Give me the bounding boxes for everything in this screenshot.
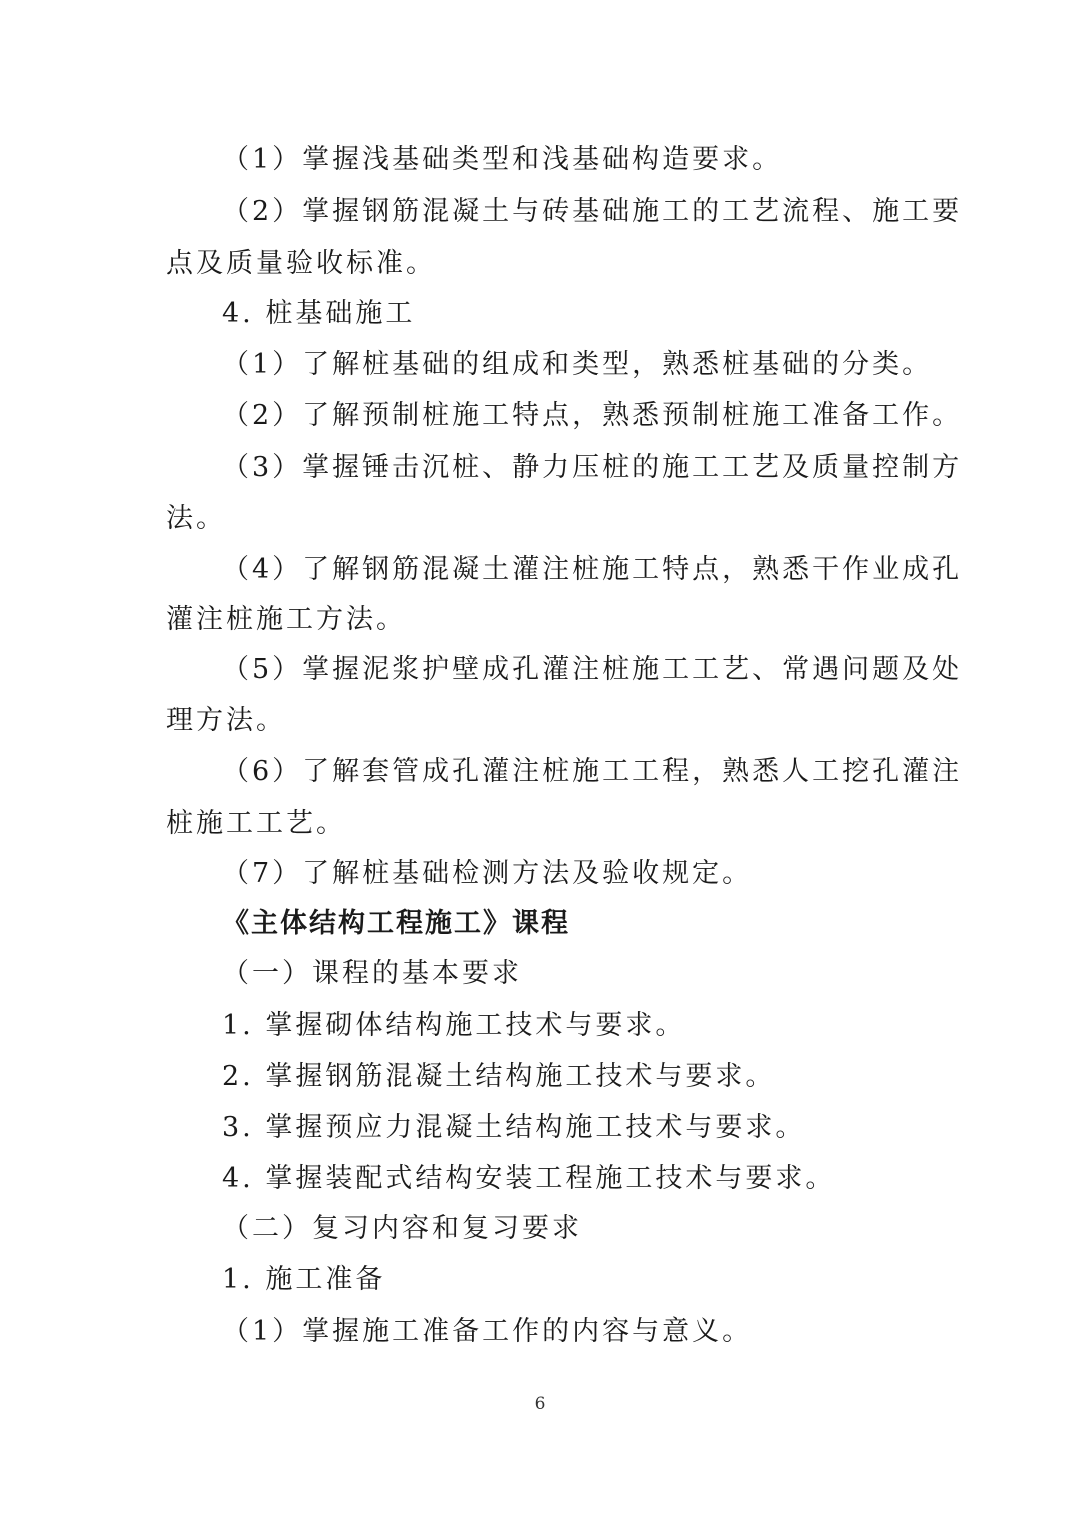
paragraph-line: （2）掌握钢筋混凝土与砖基础施工的工艺流程、施工要 xyxy=(222,196,963,227)
paragraph-line: （7）了解桩基础检测方法及验收规定。 xyxy=(222,858,753,889)
section-heading: （一）课程的基本要求 xyxy=(222,958,522,989)
paragraph-line: （6）了解套管成孔灌注桩施工工程，熟悉人工挖孔灌注 xyxy=(222,756,963,787)
course-title: 《主体结构工程施工》课程 xyxy=(222,908,570,939)
section-heading: 4. 桩基础施工 xyxy=(222,298,416,329)
paragraph-line: 3. 掌握预应力混凝土结构施工技术与要求。 xyxy=(222,1112,806,1143)
page-number: 6 xyxy=(534,1394,546,1414)
paragraph-line: 法。 xyxy=(166,503,226,534)
paragraph-line: （1）了解桩基础的组成和类型，熟悉桩基础的分类。 xyxy=(222,349,933,380)
paragraph-line: 4. 掌握装配式结构安装工程施工技术与要求。 xyxy=(222,1163,836,1194)
paragraph-line: （4）了解钢筋混凝土灌注桩施工特点，熟悉干作业成孔 xyxy=(222,554,963,585)
paragraph-line: （1）掌握浅基础类型和浅基础构造要求。 xyxy=(222,144,783,175)
paragraph-line: （3）掌握锤击沉桩、静力压桩的施工工艺及质量控制方 xyxy=(222,452,963,483)
paragraph-line: 2. 掌握钢筋混凝土结构施工技术与要求。 xyxy=(222,1061,776,1092)
section-heading: （二）复习内容和复习要求 xyxy=(222,1213,582,1244)
paragraph-line: （2）了解预制桩施工特点，熟悉预制桩施工准备工作。 xyxy=(222,400,963,431)
paragraph-line: （5）掌握泥浆护壁成孔灌注桩施工工艺、常遇问题及处 xyxy=(222,654,963,685)
paragraph-line: 点及质量验收标准。 xyxy=(166,248,436,279)
section-heading: 1. 施工准备 xyxy=(222,1264,386,1295)
paragraph-line: 桩施工工艺。 xyxy=(166,808,346,839)
paragraph-line: 灌注桩施工方法。 xyxy=(166,604,406,635)
paragraph-line: 1. 掌握砌体结构施工技术与要求。 xyxy=(222,1010,686,1041)
paragraph-line: （1）掌握施工准备工作的内容与意义。 xyxy=(222,1316,753,1347)
paragraph-line: 理方法。 xyxy=(166,705,286,736)
